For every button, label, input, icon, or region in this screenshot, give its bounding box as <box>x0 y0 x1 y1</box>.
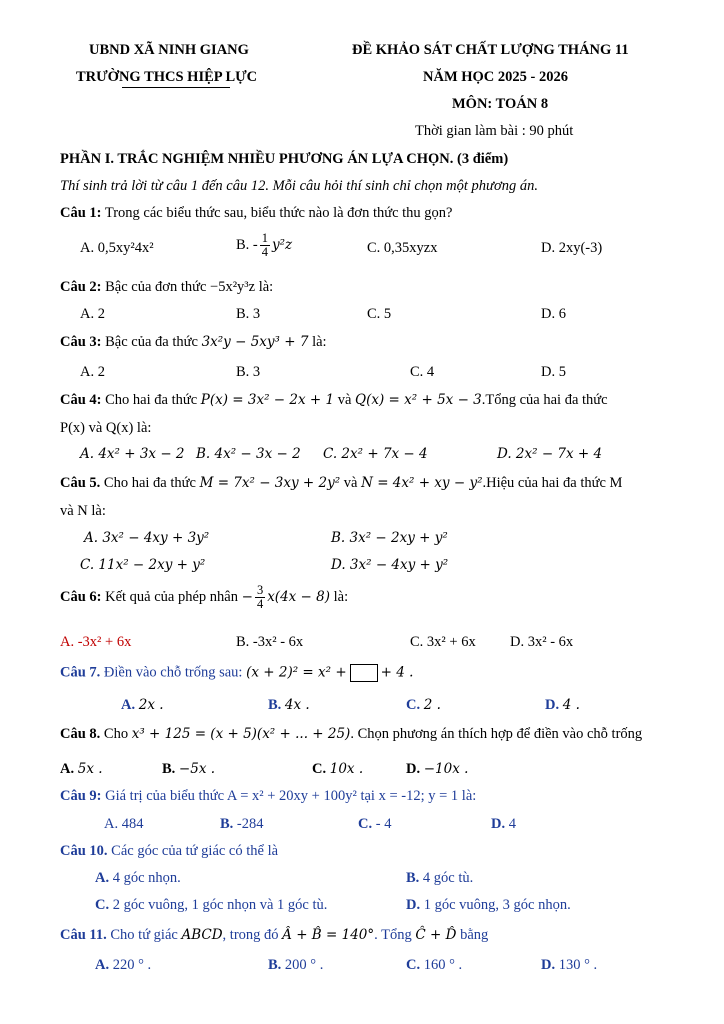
q7-option-a <box>121 698 164 713</box>
q8-c-key: C. <box>312 761 327 777</box>
q9-text: Giá trị của biểu thức A = x² + 20xy + 100y² tại x = -12; y = 1 là: <box>105 788 477 804</box>
q2-option-b: B. 3 <box>236 306 261 322</box>
q7-option-d <box>545 698 580 713</box>
question-4 <box>60 393 608 408</box>
q4-option-a: A. 4x² + 3x − 2 <box>80 446 185 462</box>
q1-b-fraction <box>260 232 270 259</box>
question-7 <box>60 664 413 682</box>
q8-a-key: A. <box>60 761 75 777</box>
q3-option-c: C. 4 <box>410 364 435 380</box>
q11-angles: Â + B̂ = 140° <box>282 927 375 943</box>
q6-option-c: C. 3x² + 6x <box>410 634 476 650</box>
section-instruction: Thí sinh trả lời từ câu 1 đến câu 12. Mỗi câu hỏi thí sinh chỉ chọn một phương án. <box>60 178 538 194</box>
question-11 <box>60 928 488 943</box>
q8-d-key: D. <box>406 761 421 777</box>
school-name: TRƯỜNG THCS HIỆP LỰC <box>76 69 258 85</box>
q11-abcd: ABCD <box>181 927 223 943</box>
q8-b-val: −5x . <box>178 761 216 777</box>
q11-c-key: C. <box>406 957 421 973</box>
q1-label: Câu 1: <box>60 205 102 221</box>
q7-d-key: D. <box>545 697 560 713</box>
subject: MÔN: TOÁN 8 <box>452 96 549 112</box>
q9-option-a: A. 484 <box>104 816 144 832</box>
q10-text: Các góc của tứ giác có thể là <box>111 843 279 859</box>
q10-c-val: 2 góc vuông, 1 góc nhọn và 1 góc tù. <box>112 897 328 913</box>
time-limit: Thời gian làm bài : 90 phút <box>415 123 574 139</box>
q10-label: Câu 10. <box>60 843 108 859</box>
question-8 <box>60 727 642 742</box>
q11-sum: Ĉ + D̂ <box>415 927 457 943</box>
q6-text: Kết quả của phép nhân <box>105 588 238 605</box>
q11-option-b <box>268 958 323 973</box>
q7-expr-left: (x + 2)² = x² + <box>246 664 347 681</box>
q7-text: Điền vào chỗ trống sau: <box>103 664 243 681</box>
q11-option-c <box>406 958 462 973</box>
q11-text4: bằng <box>460 927 489 943</box>
q9-d-key: D. <box>491 816 506 832</box>
question-10 <box>60 844 278 859</box>
school-year: NĂM HỌC 2025 - 2026 <box>423 69 568 85</box>
q5-text2: .Hiệu của hai đa thức M <box>482 475 623 491</box>
q5-m: M = 7x² − 3xy + 2y² <box>199 475 341 491</box>
q1-b-den: 4 <box>261 245 268 260</box>
q3-option-a: A. 2 <box>80 364 105 380</box>
q4-option-c: C. 2x² + 7x − 4 <box>323 446 428 462</box>
q8-a-val: 5x . <box>77 761 103 777</box>
question-3 <box>60 335 327 350</box>
q7-a-val: 2x . <box>138 697 164 713</box>
q1-option-b <box>236 232 292 259</box>
q8-b-key: B. <box>162 761 176 777</box>
q1-b-suffix: y²z <box>272 236 293 253</box>
q3-text: Bậc của đa thức <box>105 334 198 350</box>
q9-option-c <box>358 817 391 832</box>
q8-option-d <box>406 762 468 777</box>
q8-label: Câu 8. <box>60 726 101 742</box>
q6-fraction <box>255 584 265 611</box>
q4-line2: P(x) và Q(x) là: <box>60 420 152 436</box>
section-title: PHẦN I. TRẮC NGHIỆM NHIỀU PHƯƠNG ÁN LỰA CHỌN. (3 điểm) <box>60 151 509 167</box>
q10-option-c <box>95 898 327 913</box>
q1-option-a: A. 0,5xy²4x² <box>80 240 154 256</box>
q7-blank-box <box>350 664 378 682</box>
q1-b-num: 1 <box>261 231 268 245</box>
q10-c-key: C. <box>95 897 110 913</box>
q2-label: Câu 2: <box>60 279 102 295</box>
q2-option-c: C. 5 <box>367 306 392 322</box>
q5-and: và <box>343 475 358 491</box>
q11-d-key: D. <box>541 957 556 973</box>
q2-option-a: A. 2 <box>80 306 105 322</box>
q9-label: Câu 9: <box>60 788 102 804</box>
q10-b-val: 4 góc tù. <box>422 870 474 886</box>
q9-option-d <box>491 817 516 832</box>
q11-text1: Cho tứ giác <box>110 927 178 943</box>
q11-c-val: 160 ° . <box>423 957 463 973</box>
q11-text3: . Tổng <box>374 927 412 943</box>
q6-den: 4 <box>256 597 264 612</box>
q11-a-val: 220 ° . <box>112 957 152 973</box>
q4-option-b: B. 4x² − 3x − 2 <box>196 446 301 462</box>
q6-tail: là: <box>333 588 349 605</box>
q9-d-val: 4 <box>508 816 516 832</box>
q4-label: Câu 4: <box>60 392 102 408</box>
q11-b-key: B. <box>268 957 282 973</box>
q6-num: 3 <box>256 583 264 597</box>
q5-option-d: D. 3x² − 4xy + y² <box>331 557 449 573</box>
question-2 <box>60 280 273 295</box>
q7-option-b <box>268 698 310 713</box>
q6-option-a: A. -3x² + 6x <box>60 634 132 650</box>
q10-b-key: B. <box>406 870 420 886</box>
q6-minus: − <box>241 588 253 605</box>
q6-option-d: D. 3x² - 6x <box>510 634 574 650</box>
q7-expr-right: + 4 . <box>380 664 414 681</box>
q9-b-key: B. <box>220 816 234 832</box>
q5-label: Câu 5. <box>60 475 101 491</box>
q1-option-d: D. 2xy(-3) <box>541 240 603 256</box>
q7-b-val: 4x . <box>284 697 310 713</box>
q8-option-a <box>60 762 103 777</box>
q11-option-a <box>95 958 151 973</box>
q3-label: Câu 3: <box>60 334 102 350</box>
question-1 <box>60 206 453 221</box>
q11-b-val: 200 ° . <box>284 957 324 973</box>
q4-text2: .Tổng của hai đa thức <box>481 392 608 408</box>
q5-n: N = 4x² + xy − y² <box>361 475 483 491</box>
q8-option-b <box>162 762 215 777</box>
q9-option-b <box>220 817 264 832</box>
q5-option-c: C. 11x² − 2xy + y² <box>80 557 206 573</box>
q5-line2: và N là: <box>60 503 106 519</box>
q5-text1: Cho hai đa thức <box>103 475 196 491</box>
q4-option-d: D. 2x² − 7x + 4 <box>497 446 603 462</box>
q7-label: Câu 7. <box>60 664 101 681</box>
school-authority: UBND XÃ NINH GIANG <box>89 42 249 58</box>
q8-d-val: −10x . <box>423 761 469 777</box>
q1-text: Trong các biểu thức sau, biểu thức nào là đơn thức thu gọn? <box>104 205 453 221</box>
q10-option-d <box>406 898 571 913</box>
q9-b-val: -284 <box>236 816 264 832</box>
question-5 <box>60 476 622 491</box>
school-underline <box>122 87 230 88</box>
q7-option-c <box>406 698 441 713</box>
q10-option-a <box>95 871 181 886</box>
q5-option-b: B. 3x² − 2xy + y² <box>331 530 448 546</box>
q7-a-key: A. <box>121 697 136 713</box>
q10-d-key: D. <box>406 897 421 913</box>
q8-text1: Cho <box>103 726 129 742</box>
q11-option-d <box>541 958 597 973</box>
exam-title: ĐỀ KHẢO SÁT CHẤT LƯỢNG THÁNG 11 <box>352 42 629 58</box>
q11-text2: , trong đó <box>222 927 279 943</box>
q8-option-c <box>312 762 363 777</box>
q1-option-c: C. 0,35xyzx <box>367 240 438 256</box>
q9-c-val: - 4 <box>375 816 392 832</box>
q11-label: Câu 11. <box>60 927 107 943</box>
q4-q: Q(x) = x² + 5x − 3 <box>355 392 482 408</box>
q7-b-key: B. <box>268 697 282 713</box>
q1-b-prefix: B. - <box>236 236 258 253</box>
q2-text: Bậc của đơn thức −5x²y³z là: <box>105 279 274 295</box>
q7-d-val: 4 . <box>562 697 580 713</box>
q10-a-key: A. <box>95 870 110 886</box>
question-9 <box>60 789 476 804</box>
q6-option-b: B. -3x² - 6x <box>236 634 304 650</box>
q4-p: P(x) = 3x² − 2x + 1 <box>200 392 335 408</box>
q6-post: x(4x − 8) <box>267 588 331 605</box>
q5-option-a: A. 3x² − 4xy + 3y² <box>84 530 210 546</box>
q11-a-key: A. <box>95 957 110 973</box>
q2-option-d: D. 6 <box>541 306 566 322</box>
q3-option-d: D. 5 <box>541 364 566 380</box>
q6-label: Câu 6: <box>60 588 102 605</box>
q8-c-val: 10x . <box>329 761 364 777</box>
q8-expression: x³ + 125 = (x + 5)(x² + ... + 25) <box>131 726 351 742</box>
q10-d-val: 1 góc vuông, 3 góc nhọn. <box>423 897 571 913</box>
q4-text1: Cho hai đa thức <box>105 392 198 408</box>
q10-a-val: 4 góc nhọn. <box>112 870 181 886</box>
q11-d-val: 130 ° . <box>558 957 598 973</box>
q9-c-key: C. <box>358 816 373 832</box>
question-6 <box>60 584 348 611</box>
q7-c-key: C. <box>406 697 421 713</box>
q3-expression: 3x²y − 5xy³ + 7 <box>201 334 309 350</box>
q8-text2: . Chọn phương án thích hợp để điền vào chỗ trống <box>350 726 643 742</box>
q4-and: và <box>337 392 352 408</box>
q3-option-b: B. 3 <box>236 364 261 380</box>
q7-c-val: 2 . <box>423 697 441 713</box>
q3-tail: là: <box>312 334 327 350</box>
q10-option-b <box>406 871 473 886</box>
